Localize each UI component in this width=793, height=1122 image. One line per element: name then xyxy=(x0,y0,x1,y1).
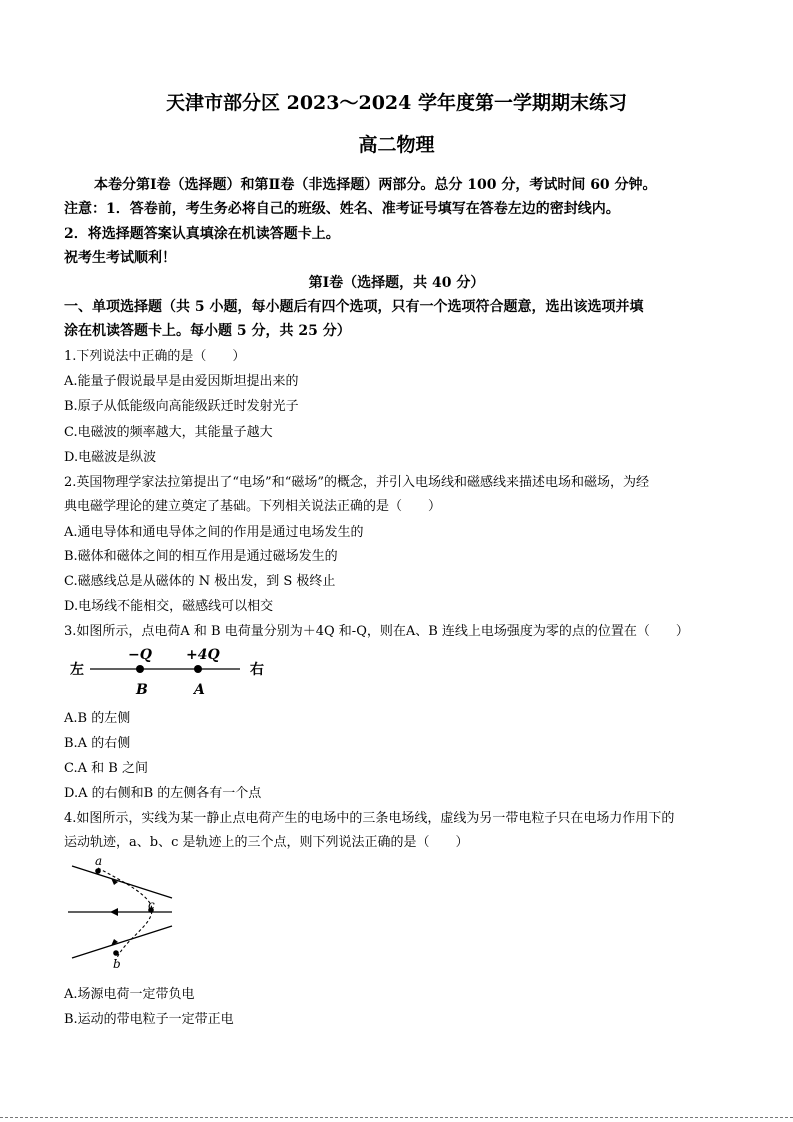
q4-point-c-label: c xyxy=(148,898,155,912)
part1-title: 第Ⅰ卷（选择题，共 40 分） xyxy=(308,275,485,291)
q2-option-d: D.电场线不能相交，磁感线可以相交 xyxy=(64,599,274,614)
q1-option-c: C.电磁波的频率越大，其能量子越大 xyxy=(64,425,273,440)
intro-line-4: 祝考生考试顺利！ xyxy=(64,250,176,266)
q3-option-b: B.A 的右侧 xyxy=(64,736,131,751)
q3-charge-b-value: −Q xyxy=(128,647,152,663)
q1-stem: 1.下列说法中正确的是（ ） xyxy=(64,349,246,364)
q3-option-c: C.A 和 B 之间 xyxy=(64,761,148,776)
q1-option-d: D.电磁波是纵波 xyxy=(64,450,157,465)
q2-stem-line-2: 典电磁学理论的建立奠定了基础。下列相关说法正确的是（ ） xyxy=(64,499,442,514)
q4-point-b-label: b xyxy=(113,957,121,971)
exam-subtitle: 高二物理 xyxy=(358,134,435,156)
section-heading-line-1: 一、单项选择题（共 5 小题，每小题后有四个选项，只有一个选项符合题意，选出该选项并填 xyxy=(64,299,644,315)
page-bottom-rule xyxy=(0,1117,793,1118)
q1-option-a: A.能量子假说最早是由爱因斯坦提出来的 xyxy=(64,374,299,389)
q4-trajectory xyxy=(98,868,152,960)
q3-right-label: 右 xyxy=(250,662,264,678)
q4-field-line-bottom xyxy=(72,926,172,958)
q4-point-a-dot xyxy=(95,868,101,874)
q3-stem: 3.如图所示，点电荷A 和 B 电荷量分别为＋4Q 和-Q，则在A、B 连线上电场强度为零的点的位置在（ ） xyxy=(64,624,689,639)
q3-charge-b-dot xyxy=(136,665,144,673)
exam-title: 天津市部分区 2023～2024 学年度第一学期期末练习 xyxy=(166,92,627,114)
q4-field-lines-figure xyxy=(64,852,184,972)
q4-stem-line-1: 4.如图所示，实线为某一静止点电荷产生的电场中的三条电场线，虚线为另一带电粒子只在电场力作用下的 xyxy=(64,811,675,826)
q4-point-a-label: a xyxy=(95,854,103,868)
q1-option-b: B.原子从低能级向高能级跃迁时发射光子 xyxy=(64,399,299,414)
q3-point-b-label: B xyxy=(136,682,148,698)
intro-line-3: 2．将选择题答案认真填涂在机读答题卡上。 xyxy=(64,226,340,242)
q4-stem-line-2: 运动轨迹，a、b、c 是轨迹上的三个点，则下列说法正确的是（ ） xyxy=(64,835,469,850)
q4-point-b-dot xyxy=(113,950,119,956)
q2-option-c: C.磁感线总是从磁体的 N 极出发，到 S 极终止 xyxy=(64,574,336,589)
q2-stem-line-1: 2.英国物理学家法拉第提出了“电场”和“磁场”的概念，并引入电场线和磁感线来描述电场和磁场，为经 xyxy=(64,475,649,490)
q2-option-b: B.磁体和磁体之间的相互作用是通过磁场发生的 xyxy=(64,549,338,564)
intro-line-1: 本卷分第Ⅰ卷（选择题）和第Ⅱ卷（非选择题）两部分。总分 100 分，考试时间 60 分钟。 xyxy=(94,177,657,193)
intro-line-2: 注意：1．答卷前，考生务必将自己的班级、姓名、准考证号填写在答卷左边的密封线内。 xyxy=(64,201,620,217)
q3-point-a-label: A xyxy=(194,682,205,698)
q4-field-line-top xyxy=(72,866,172,898)
q3-charge-a-dot xyxy=(194,665,202,673)
q3-option-a: A.B 的左侧 xyxy=(64,711,131,726)
q3-charges-figure xyxy=(64,642,284,700)
q3-charge-a-value: +4Q xyxy=(186,647,220,663)
q2-option-a: A.通电导体和通电导体之间的作用是通过电场发生的 xyxy=(64,525,364,540)
q4-option-a: A.场源电荷一定带负电 xyxy=(64,987,195,1002)
q3-option-d: D.A 的右侧和B 的左侧各有一个点 xyxy=(64,786,262,801)
q4-option-b: B.运动的带电粒子一定带正电 xyxy=(64,1012,234,1027)
q4-arrow-middle xyxy=(110,908,118,916)
section-heading-line-2: 涂在机读答题卡上。每小题 5 分，共 25 分） xyxy=(64,323,351,339)
q3-left-label: 左 xyxy=(70,662,84,678)
